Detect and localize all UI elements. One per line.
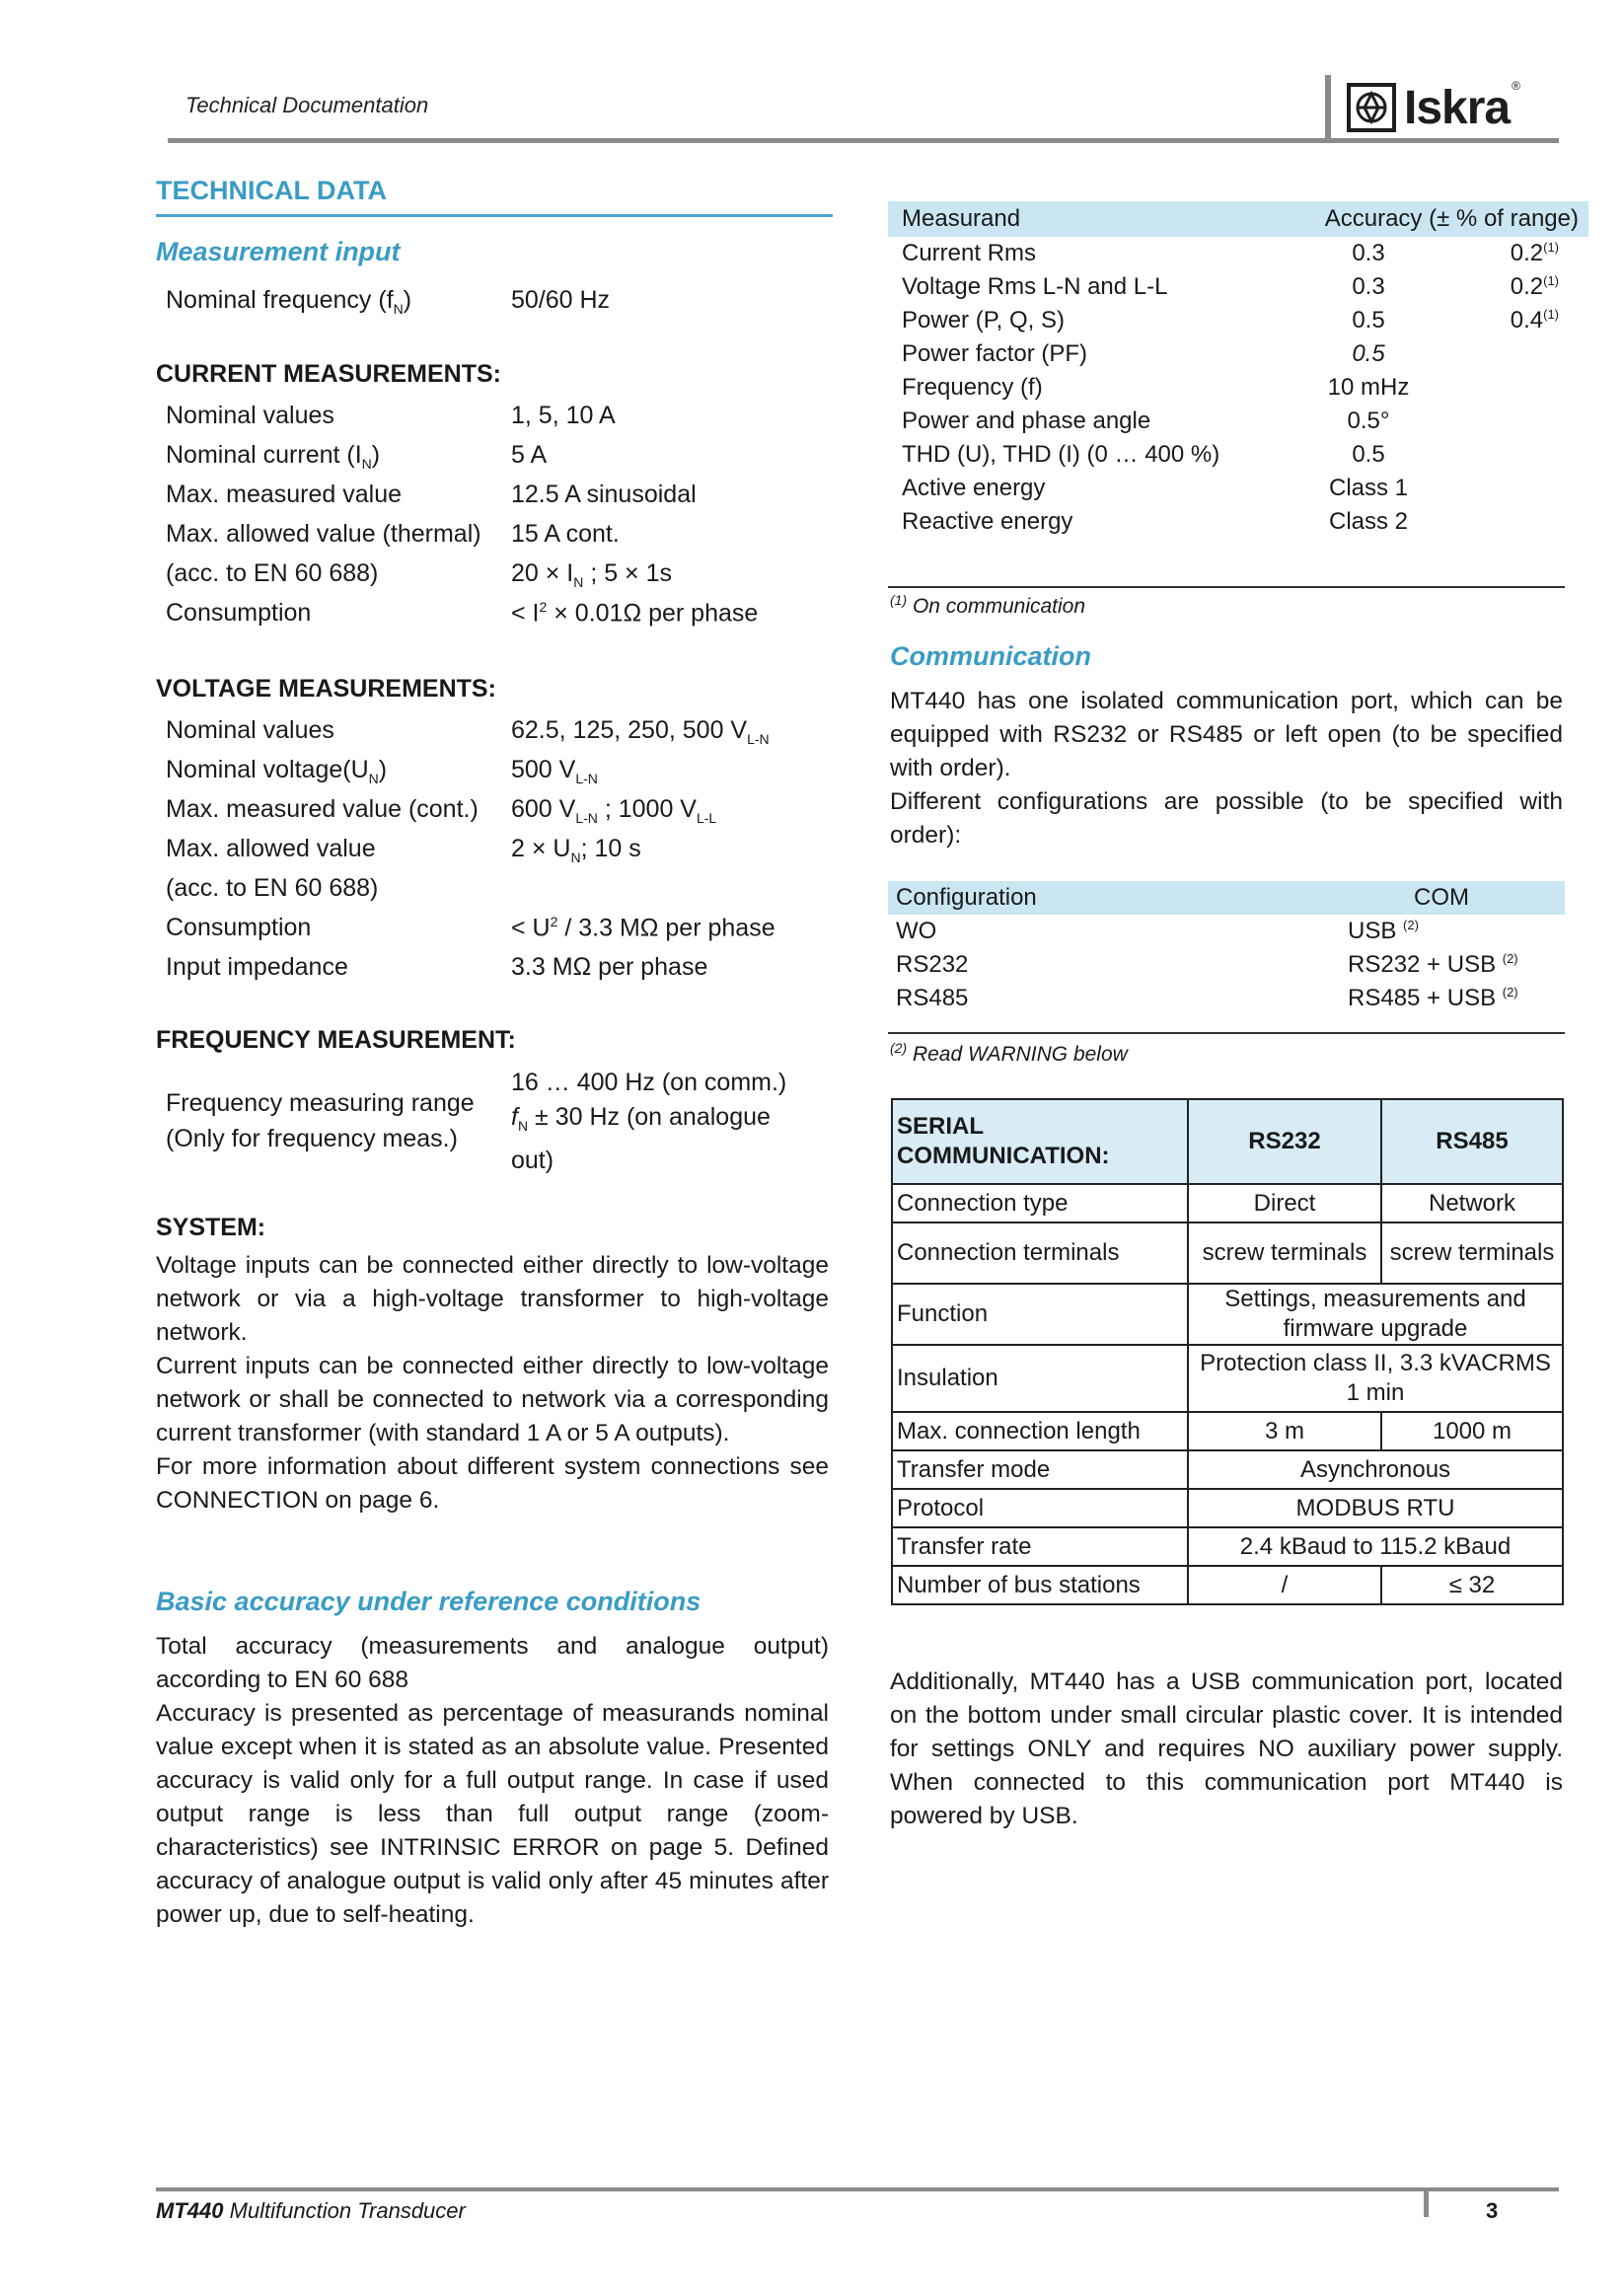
accuracy-cell: 0.5 (1352, 340, 1385, 367)
nominal-frequency-label: Nominal frequency $(f_N)$ (166, 286, 412, 317)
rs485-value-cell: screw terminals (1381, 1222, 1563, 1284)
serial-table-row (892, 1527, 1563, 1566)
serial-value-cell: Asynchronous (1188, 1450, 1563, 1489)
voltage-row: Max. allowed value $2 \times U_N$; 10 s (166, 835, 641, 865)
communication-text (890, 685, 1563, 852)
rs232-header: RS232 (1188, 1099, 1381, 1184)
voltage-measurements-title: VOLTAGE MEASUREMENTS: (156, 675, 496, 703)
basic-accuracy-title: Basic accuracy under reference conditions (156, 1587, 701, 1616)
communication-title: Communication (890, 641, 1092, 671)
serial-table-row (892, 1489, 1563, 1527)
configuration-footnote: $^{(2)}$ Read WARNING below (890, 1040, 1128, 1066)
accuracy-comm-cell (1466, 337, 1588, 371)
current-row: Consumption < $I^2 \times 0.01\Omega$ per phase (166, 599, 759, 628)
accuracy-table-row (888, 438, 1588, 472)
rs232-value-cell: screw terminals (1188, 1222, 1381, 1284)
serial-value-cell: 2.4 kBaud to 115.2 kBaud (1188, 1527, 1563, 1566)
accuracy-table-row (888, 472, 1588, 505)
accuracy-comm-cell: 0.2$^{(1)}$ (1510, 240, 1559, 266)
rs485-value-cell: ≤ 32 (1381, 1566, 1563, 1604)
basic-accuracy-paragraph: Total accuracy (measurements and analogue output) according to EN 60 688 (156, 1633, 829, 1693)
accuracy-cell: Class 2 (1328, 508, 1409, 535)
accuracy-comm-cell (1466, 371, 1588, 405)
voltage-measurements-list (166, 716, 775, 993)
accuracy-table-header (888, 201, 1588, 237)
current-measurements-title: CURRENT MEASUREMENTS: (156, 360, 501, 388)
voltage-row: Nominal $voltage(U_N)$ 500 $V_{L-N}$ (166, 756, 598, 786)
com-cell: RS485 + USB $^{(2)}$ (1348, 985, 1518, 1011)
serial-communication-table (891, 1098, 1564, 1605)
measurand-cell: THD (U), THD (I) (0 … 400 %) (902, 441, 1220, 468)
accuracy-comm-cell (1466, 405, 1588, 438)
footer-product: MT440 Multifunction Transducer (156, 2198, 466, 2223)
measurand-cell: Power and phase angle (902, 407, 1151, 434)
iskra-logo (1325, 73, 1520, 142)
measurand-cell: Power (P, Q, S) (902, 307, 1065, 333)
measurand-cell: Reactive energy (902, 508, 1073, 535)
com-header: COM (1318, 881, 1565, 915)
logo-bar (1325, 75, 1331, 140)
accuracy-table (888, 201, 1588, 539)
serial-table-header (892, 1099, 1563, 1184)
serial-label-cell: Transfer mode (892, 1450, 1188, 1489)
serial-label-cell: Function (892, 1284, 1188, 1345)
accuracy-table-row (888, 505, 1588, 539)
system-paragraph: For more information about different system connections see CONNECTION on page 6. (156, 1453, 829, 1514)
measurand-header: Measurand (888, 201, 1271, 237)
serial-table-row (892, 1345, 1563, 1412)
current-row: Nominal values 1, 5, 10 A (166, 402, 616, 429)
communication-paragraph: MT440 has one isolated communication port, which can be equipped with RS232 or RS485 or left open (to be specified with order). (890, 688, 1563, 781)
nominal-frequency-row (166, 286, 610, 317)
serial-label-cell: Max. connection length (892, 1412, 1188, 1450)
serial-label-cell: Number of bus stations (892, 1566, 1188, 1604)
current-row: (acc. to EN 60 688) $20 \times I_N$ ; 5 × 1s (166, 559, 673, 590)
serial-label-cell: Insulation (892, 1345, 1188, 1412)
accuracy-table-row (888, 270, 1588, 304)
accuracy-table-row (888, 337, 1588, 371)
configuration-cell: WO (896, 918, 937, 944)
voltage-row: Input impedance 3.3 MΩ per phase (166, 953, 708, 981)
measurand-cell: Active energy (902, 475, 1046, 501)
accuracy-comm-cell: 0.4$^{(1)}$ (1510, 307, 1559, 333)
technical-data-rule (156, 214, 833, 217)
header-rule (168, 138, 1559, 143)
page-number: 3 (1486, 2198, 1499, 2223)
configuration-cell: RS485 (896, 985, 969, 1011)
accuracy-footnote: $^{(1)}$ On communication (890, 592, 1086, 618)
serial-table-row (892, 1412, 1563, 1450)
accuracy-table-row (888, 237, 1588, 270)
current-row: Nominal current $(I_N)$ 5 A (166, 441, 548, 472)
accuracy-comm-cell: 0.2$^{(1)}$ (1510, 273, 1559, 300)
rs232-value-cell: / (1188, 1566, 1381, 1604)
serial-value-cell: MODBUS RTU (1188, 1489, 1563, 1527)
nominal-frequency-value: 50/60 Hz (511, 286, 611, 314)
accuracy-comm-cell (1466, 505, 1588, 539)
accuracy-comm-cell (1466, 438, 1588, 472)
serial-table-row (892, 1184, 1563, 1222)
serial-table-row (892, 1566, 1563, 1604)
voltage-row: (acc. to EN 60 688) (166, 874, 379, 902)
rs485-value-cell: Network (1381, 1184, 1563, 1222)
system-paragraph: Voltage inputs can be connected either directly to low-voltage network or via a high-voltage transformer to high-voltage network. (156, 1252, 829, 1346)
system-paragraph: Current inputs can be connected either directly to low-voltage network or shall be connected to network via a corresponding current transformer (with standard 1 A or 5 A outputs). (156, 1353, 829, 1446)
current-row: Max. allowed value (thermal) 15 A cont. (166, 520, 620, 548)
accuracy-header: Accuracy (± % of range) (1271, 201, 1588, 237)
usb-paragraph: Additionally, MT440 has a USB communication port, located on the bottom under small circular plastic cover. It is intended for settings ONLY and requires NO auxiliary power supply. When connected to this communication port MT440 is powered by USB. (890, 1668, 1563, 1829)
configuration-table-rule (888, 1032, 1565, 1034)
accuracy-cell: 0.5 (1352, 441, 1385, 468)
serial-table-row (892, 1450, 1563, 1489)
rs485-value-cell: 1000 m (1381, 1412, 1563, 1450)
measurand-cell: Current Rms (902, 240, 1037, 266)
accuracy-comm-cell (1466, 472, 1588, 505)
technical-data-title: TECHNICAL DATA (156, 176, 387, 205)
serial-communication-header: SERIAL COMMUNICATION: (892, 1099, 1188, 1184)
com-cell: RS232 + USB $^{(2)}$ (1348, 951, 1518, 978)
logo-text: Iskra (1404, 81, 1511, 134)
accuracy-cell: 10 mHz (1327, 374, 1410, 401)
accuracy-cell: 0.5 (1352, 307, 1385, 333)
current-row: Max. measured value 12.5 A sinusoidal (166, 481, 697, 508)
voltage-row: Consumption < $U^2 / 3.3$ MΩ per phase (166, 914, 775, 942)
communication-paragraph: Different configurations are possible (to be specified with order): (890, 788, 1563, 849)
configuration-table (888, 881, 1565, 1015)
accuracy-table-row (888, 304, 1588, 337)
accuracy-table-row (888, 405, 1588, 438)
serial-label-cell: Protocol (892, 1489, 1188, 1527)
accuracy-cell: 0.3 (1352, 240, 1385, 266)
frequency-range-value: 16 … 400 Hz (on comm.) $f_N \pm 30$ Hz (on analogue out) (511, 1069, 787, 1174)
configuration-header: Configuration (888, 881, 1318, 915)
accuracy-cell: Class 1 (1328, 475, 1409, 501)
voltage-row: Max. measured value (cont.) 600 $V_{L-N}$ ; 1000 $V_{L-L}$ (166, 795, 717, 826)
logo-registered-mark: ® (1512, 79, 1520, 93)
configuration-row (888, 948, 1565, 982)
system-title: SYSTEM: (156, 1214, 266, 1241)
serial-label-cell: Transfer rate (892, 1527, 1188, 1566)
accuracy-table-rule (888, 586, 1565, 588)
current-measurements-list (166, 402, 758, 638)
measurand-cell: Power factor (PF) (902, 340, 1088, 367)
measurement-input-title: Measurement input (156, 237, 401, 266)
serial-label-cell: Connection terminals (892, 1222, 1188, 1284)
rs232-value-cell: 3 m (1188, 1412, 1381, 1450)
serial-value-cell: Settings, measurements and firmware upgrade (1188, 1284, 1563, 1345)
com-cell: USB $^{(2)}$ (1348, 918, 1419, 944)
voltage-row: Nominal values 62.5, 125, 250, 500 $V_{L-N}$ (166, 716, 770, 747)
footer-tick (1424, 2187, 1429, 2217)
basic-accuracy-text (156, 1630, 829, 1932)
rs232-value-cell: Direct (1188, 1184, 1381, 1222)
iskra-emblem-icon (1347, 83, 1396, 132)
serial-table-row (892, 1222, 1563, 1284)
serial-label-cell: Connection type (892, 1184, 1188, 1222)
configuration-row (888, 982, 1565, 1015)
accuracy-cell: 0.3 (1352, 273, 1385, 300)
footer-rule (156, 2187, 1559, 2191)
header-title: Technical Documentation (185, 93, 429, 117)
serial-value-cell: Protection class II, 3.3 kVACRMS 1 min (1188, 1345, 1563, 1412)
configuration-row (888, 915, 1565, 948)
basic-accuracy-paragraph: Accuracy is presented as percentage of measurands nominal value except when it is stated as an absolute value. Presented accuracy is valid only for a full output range. In case if used output range is less than full output range (zoom-characteristics) see INTRINSIC ERROR on page 5. Defined accuracy of analogue output is valid only after 45 minutes after power up, due to self-heating. (156, 1700, 829, 1928)
measurand-cell: Frequency (f) (902, 374, 1043, 401)
accuracy-cell: 0.5° (1347, 407, 1390, 434)
measurand-cell: Voltage Rms L-N and L-L (902, 273, 1168, 300)
accuracy-table-row (888, 371, 1588, 405)
configuration-table-header (888, 881, 1565, 915)
frequency-range-label: Frequency measuring range (Only for frequency meas.) (166, 1089, 475, 1152)
configuration-cell: RS232 (896, 951, 969, 978)
frequency-measurement-title: FREQUENCY MEASUREMENT: (156, 1026, 516, 1054)
system-text (156, 1249, 829, 1518)
rs485-header: RS485 (1381, 1099, 1563, 1184)
serial-table-row (892, 1284, 1563, 1345)
